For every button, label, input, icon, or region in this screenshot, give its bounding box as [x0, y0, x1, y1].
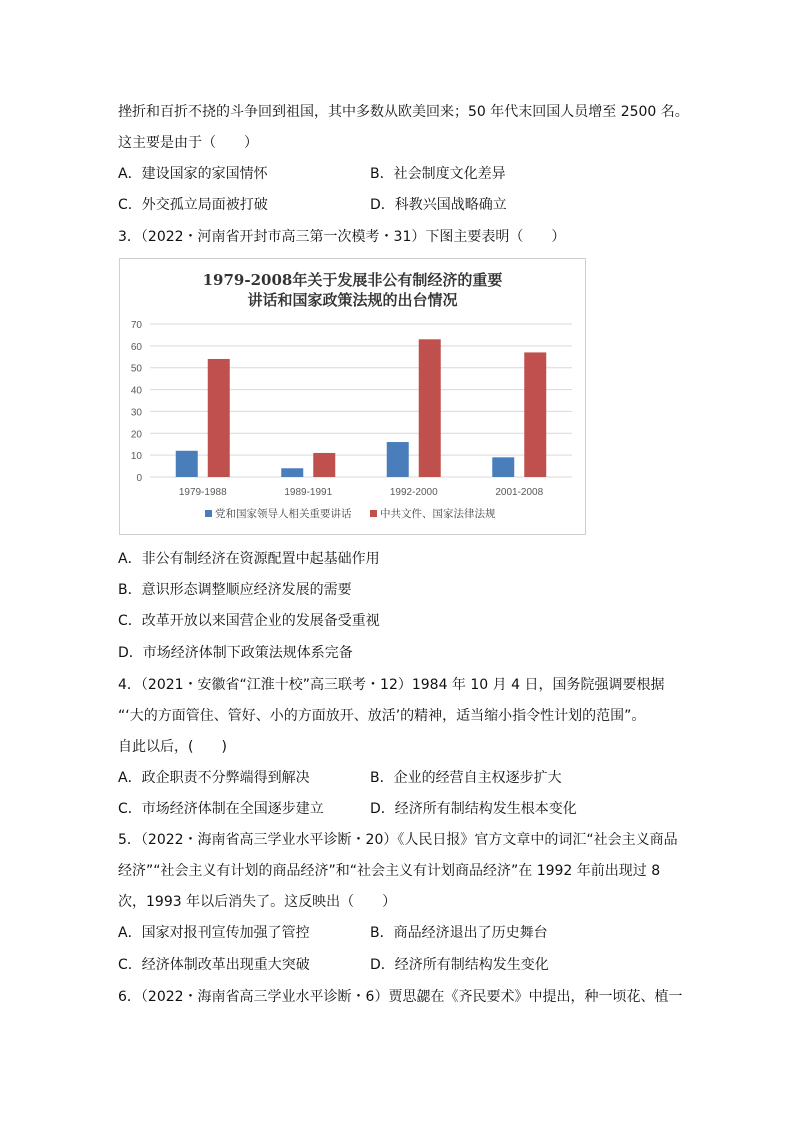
legend-swatch	[370, 510, 377, 517]
option-c: C．外交孤立局面被打破	[118, 197, 268, 213]
bar	[281, 468, 303, 477]
chart-title-line2: 讲话和国家政策法规的出台情况	[247, 291, 458, 309]
y-tick-label: 10	[130, 451, 142, 463]
option-a: A．国家对报刊宣传加强了管控	[118, 925, 310, 941]
bar	[387, 442, 409, 477]
question-4-stem: “‘大的方面管住、管好、小的方面放开、放活’的精神，适当缩小指令性计划的范围”。	[118, 708, 646, 724]
option-d: D．经济所有制结构发生根本变化	[370, 801, 577, 817]
bar	[176, 451, 198, 477]
x-tick-label: 2001-2008	[495, 487, 544, 498]
bar	[313, 453, 335, 477]
bar	[492, 457, 514, 477]
option-b: B．商品经济退出了历史舞台	[370, 925, 548, 941]
option-b: B．社会制度文化差异	[370, 166, 506, 182]
option-c: C．市场经济体制在全国逐步建立	[118, 801, 324, 817]
option-d: D．科教兴国战略确立	[370, 197, 507, 213]
y-tick-label: 60	[130, 341, 142, 353]
option-a: A．政企职责不分弊端得到解决	[118, 770, 310, 786]
y-tick-label: 30	[130, 407, 142, 419]
legend-label: 中共文件、国家法律法规	[380, 508, 496, 520]
question-3-stem: 3．（2022・河南省开封市高三第一次模考・31）下图主要表明（ ）	[118, 229, 566, 245]
question-4-stem: 4．（2021・安徽省“江淮十校”高三联考・12）1984 年 10 月 4 日，国务院强调要根据	[118, 677, 665, 693]
y-tick-label: 20	[130, 429, 142, 441]
text-line: 挫折和百折不挠的斗争回到祖国，其中多数从欧美回来；50 年代末回国人员增至 2500 名。	[118, 104, 689, 120]
legend-swatch	[205, 510, 212, 517]
option-d: D．经济所有制结构发生变化	[370, 957, 549, 973]
y-tick-label: 40	[130, 385, 142, 397]
x-tick-label: 1992-2000	[389, 487, 438, 498]
option-c: C．经济体制改革出现重大突破	[118, 957, 310, 973]
option-b: B．企业的经营自主权逐步扩大	[370, 770, 562, 786]
question-4-stem: 自此以后，( )	[118, 739, 227, 755]
option-b: B．意识形态调整顺应经济发展的需要	[118, 582, 352, 598]
x-tick-label: 1989-1991	[284, 487, 333, 498]
option-a: A．非公有制经济在资源配置中起基础作用	[118, 551, 380, 567]
y-tick-label: 70	[130, 320, 142, 331]
bar	[419, 339, 441, 477]
y-tick-label: 0	[136, 473, 142, 484]
question-5-stem: 经济”“社会主义有计划的商品经济”和“社会主义有计划商品经济”在 1992 年前出现过 8	[118, 863, 661, 879]
bar	[208, 359, 230, 477]
y-tick-label: 50	[130, 363, 142, 375]
option-c: C．改革开放以来国营企业的发展备受重视	[118, 613, 380, 629]
option-a: A．建设国家的家国情怀	[118, 166, 268, 182]
question-5-stem: 次，1993 年以后消失了。这反映出（ ）	[118, 894, 397, 910]
legend-label: 党和国家领导人相关重要讲话	[215, 508, 352, 520]
chart-title-line1: 1979-2008年关于发展非公有制经济的重要	[202, 271, 503, 289]
question-stem: 这主要是由于（ ）	[118, 135, 258, 151]
chart	[119, 258, 586, 535]
option-d: D．市场经济体制下政策法规体系完备	[118, 645, 353, 661]
question-6-stem: 6．（2022・海南省高三学业水平诊断・6）贾思勰在《齐民要术》中提出，种一顷花、植一	[118, 989, 683, 1005]
x-tick-label: 1979-1988	[178, 487, 227, 498]
question-5-stem: 5．（2022・海南省高三学业水平诊断・20）《人民日报》官方文章中的词汇“社会主义商品	[118, 832, 678, 848]
bar	[524, 352, 546, 477]
chart-plot	[120, 259, 585, 534]
